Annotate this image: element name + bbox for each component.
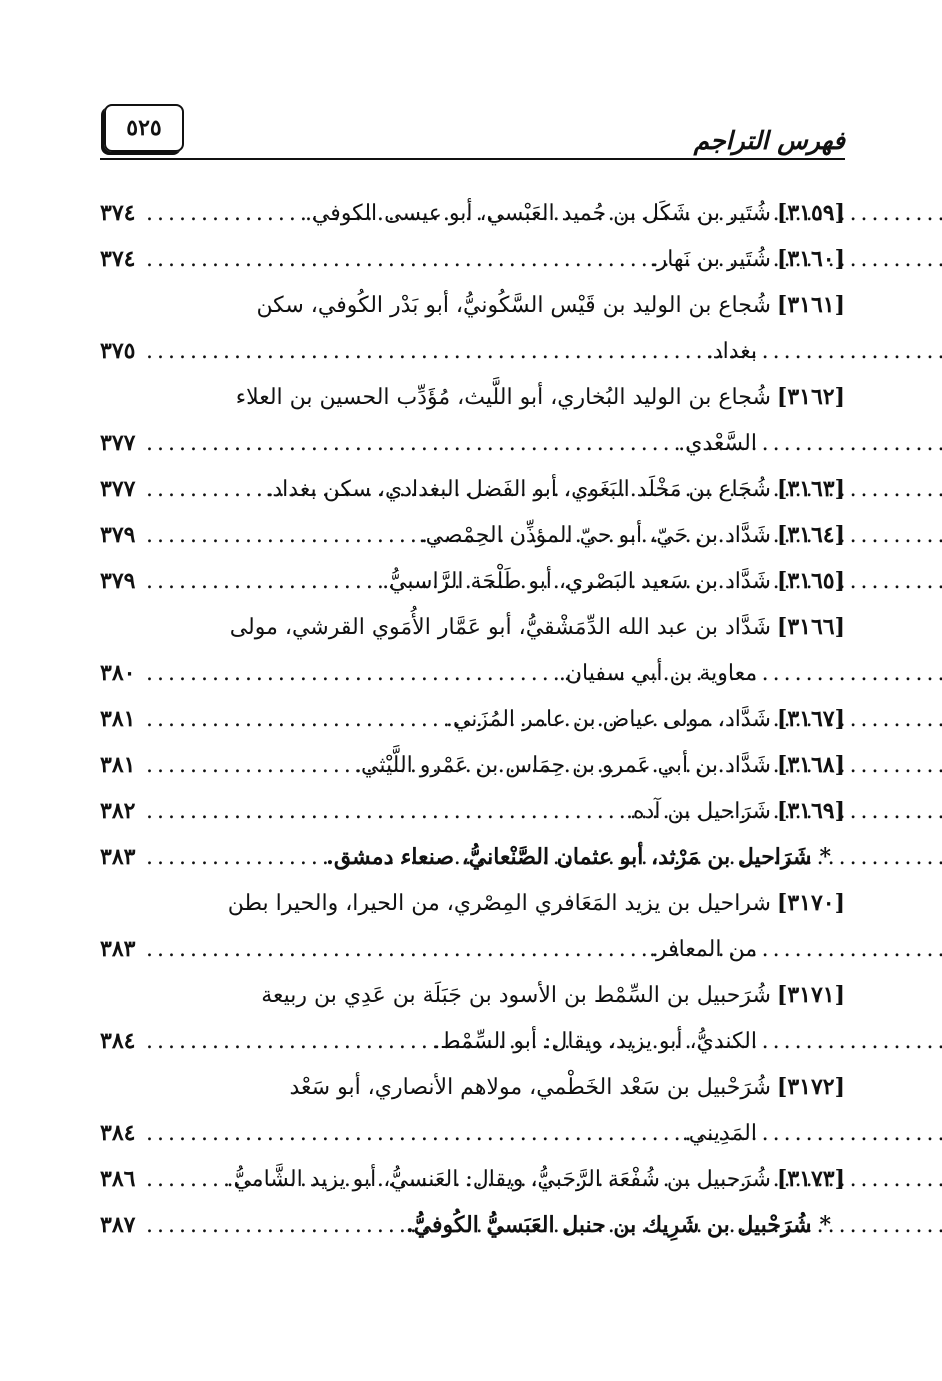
dot-leader <box>146 559 376 605</box>
dot-leader <box>146 467 259 513</box>
entry-name-text: معاوية بن أبي سفيان. <box>558 661 757 686</box>
entry-number: [٣١٧١] <box>776 982 845 1008</box>
index-entry <box>100 558 845 604</box>
dot-leader <box>146 191 299 237</box>
entry-name-text: شَدَّاد بن عبد الله الدِّمَشْقيُّ، أبو عَمَّار الأُمَوي القرشي، مولى <box>229 615 771 640</box>
index-entry <box>100 834 845 880</box>
page-number: ٥٢٥ <box>104 104 184 152</box>
page-header <box>100 100 845 160</box>
page-reference: ٣٨٤ <box>100 1120 136 1146</box>
index-entry <box>100 604 845 696</box>
header-rule <box>100 158 845 160</box>
entry-name-text: من المعافر. <box>648 937 757 962</box>
index-entry <box>100 282 845 374</box>
entry-line <box>100 696 845 742</box>
entry-number: [٣١٧٢] <box>776 1074 845 1100</box>
dot-leader <box>146 237 644 283</box>
entry-line <box>100 880 845 926</box>
entry-line <box>100 466 845 512</box>
entry-line <box>100 512 845 558</box>
entry-line <box>100 926 845 972</box>
index-entry <box>100 374 845 466</box>
dot-leader <box>146 835 320 881</box>
entry-name-text: شُجاع بن الوليد بن قَيْس السَّكُونيُّ، أبو بَدْر الكُوفي، سكن <box>256 293 771 318</box>
dot-leader <box>146 697 440 743</box>
page-reference: ٣٨٣ <box>100 844 136 870</box>
dot-leader <box>146 927 643 973</box>
entry-line <box>100 1156 845 1202</box>
entry-name-text: المَدِيني. <box>681 1121 757 1146</box>
entry-number: [٣١٧٠] <box>776 890 845 916</box>
entry-number: [٣١٦٥] <box>776 568 845 594</box>
dot-leader <box>146 1157 220 1203</box>
entry-name-text: شَدَّاد بن أبي عَمرو بن حِمَاس بن عَمْرو اللَّيْثي. <box>354 753 771 778</box>
dot-leader <box>146 743 348 789</box>
page-reference: ٣٨٢ <box>100 798 136 824</box>
entry-name-text: شُجَاع بن مَخْلَد البَغَوي، أبو الفَضل البغدادي، سكن بغداد. <box>265 477 771 502</box>
entry-number: [٣١٦٤] <box>776 522 845 548</box>
running-title: فهرس التراجم <box>693 126 845 155</box>
entry-number: [٣١٦٦] <box>776 614 845 640</box>
entry-name-text: شَرَاحيل بن آده. <box>626 799 771 824</box>
entry-name-text: شراحيل بن يزيد المَعَافري المِصْري، من الحيرا، والحيرا بطن <box>227 891 771 916</box>
entry-name-text: شَدَّاد بن سَعيد البَصْري، أبو طَلْحَة الرَّاسبيُّ. <box>382 569 771 594</box>
entry-name-text: شُرَحْبيل بن شَرِيك بن حنبل العَبَسيُّ الكُوفيُّ. <box>406 1212 812 1238</box>
entry-name-text: شَدَّاد، مولى عياض بن عامر المُزَني. <box>445 707 771 732</box>
dot-leader <box>146 421 672 467</box>
dot-leader <box>146 789 620 835</box>
entry-number: [٣١٥٩] <box>776 200 845 226</box>
page-reference: ٣٧٥ <box>100 338 136 364</box>
index-entry <box>100 788 845 834</box>
page-reference: ٣٧٧ <box>100 430 136 456</box>
index-entries <box>100 190 845 1248</box>
entry-name-text: السَّعْدي. <box>678 431 757 456</box>
entry-line <box>100 834 845 880</box>
entry-line <box>100 788 845 834</box>
entry-name-text: شُجاع بن الوليد البُخاري، أبو اللَّيث، مُؤَدِّب الحسين بن العلاء <box>235 385 771 410</box>
page-reference: ٣٧٤ <box>100 200 136 226</box>
star-marker: * <box>819 1212 831 1238</box>
page-reference: ٣٧٧ <box>100 476 136 502</box>
dot-leader <box>146 1203 400 1249</box>
page-reference: ٣٧٩ <box>100 568 136 594</box>
entry-number: [٣١٦٣] <box>776 476 845 502</box>
entry-name-text: شُرَحبيل بن شُفْعَة الرَّحَبيُّ، ويقال: العَنسيُّ، أبو يزيد الشَّاميُّ. <box>226 1167 771 1192</box>
dot-leader <box>146 329 700 375</box>
entry-line <box>100 1018 845 1064</box>
entry-number: [٣١٦٨] <box>776 752 845 778</box>
dot-leader <box>146 651 553 697</box>
index-entry <box>100 696 845 742</box>
page-reference: ٣٨٠ <box>100 660 136 686</box>
page-reference: ٣٨٧ <box>100 1212 136 1238</box>
entry-number: [٣١٦٩] <box>776 798 845 824</box>
entry-line <box>100 1110 845 1156</box>
entry-line <box>100 374 845 420</box>
page-reference: ٣٨١ <box>100 706 136 732</box>
entry-line <box>100 742 845 788</box>
page-reference: ٣٨١ <box>100 752 136 778</box>
entry-name-text: شَرَاحيل بن مَرْثد، أبو عثمان الصَّنْعانيُّ، صنعاء دمشق. <box>326 844 812 870</box>
entry-line <box>100 282 845 328</box>
index-entry <box>100 190 845 236</box>
entry-name-text: شُرَحْبيل بن سَعْد الخَطْمي، مولاهم الأنصاري، أبو سَعْد <box>289 1075 771 1100</box>
entry-line <box>100 190 845 236</box>
entry-name-text: الكنديُّ، أبو يزيد، ويقال: أبو السِّمْط. <box>433 1029 757 1054</box>
index-entry <box>100 466 845 512</box>
index-entry <box>100 1064 845 1156</box>
entry-line <box>100 236 845 282</box>
entry-number: [٣١٦٠] <box>776 246 845 272</box>
index-entry <box>100 1202 845 1248</box>
index-entry <box>100 880 845 972</box>
star-marker: * <box>819 844 831 870</box>
entry-name-text: بغداد. <box>705 339 757 364</box>
dot-leader <box>146 1019 427 1065</box>
entry-line <box>100 1202 845 1248</box>
index-entry <box>100 742 845 788</box>
index-entry <box>100 236 845 282</box>
entry-line <box>100 972 845 1018</box>
entry-name-text: شُرَحبيل بن السِّمْط بن الأسود بن جَبَلَة بن عَدِي بن ربيعة <box>261 983 771 1008</box>
entry-line <box>100 1064 845 1110</box>
entry-line <box>100 604 845 650</box>
page-reference: ٣٨٣ <box>100 936 136 962</box>
page-reference: ٣٧٩ <box>100 522 136 548</box>
index-entry <box>100 512 845 558</box>
entry-line <box>100 558 845 604</box>
entry-line <box>100 420 845 466</box>
entry-name-text: شَدَّاد بن حَيّ، أبو حيّ المؤذِّن الحِمْصي. <box>418 523 771 548</box>
entry-name-text: شُتَير بن شَكَل بن حُميد العَبْسي، أبو عيسى الكوفي. <box>304 201 771 226</box>
page-reference: ٣٧٤ <box>100 246 136 272</box>
entry-line <box>100 650 845 696</box>
dot-leader <box>146 1111 676 1157</box>
index-entry <box>100 1156 845 1202</box>
page-reference: ٣٨٦ <box>100 1166 136 1192</box>
entry-number: [٣١٦٢] <box>776 384 845 410</box>
page-reference: ٣٨٤ <box>100 1028 136 1054</box>
entry-number: [٣١٦١] <box>776 292 845 318</box>
entry-number: [٣١٧٣] <box>776 1166 845 1192</box>
entry-line <box>100 328 845 374</box>
index-entry <box>100 972 845 1064</box>
entry-name-text: شُتَير بن نَهار. <box>649 247 771 272</box>
entry-number: [٣١٦٧] <box>776 706 845 732</box>
dot-leader <box>146 513 413 559</box>
